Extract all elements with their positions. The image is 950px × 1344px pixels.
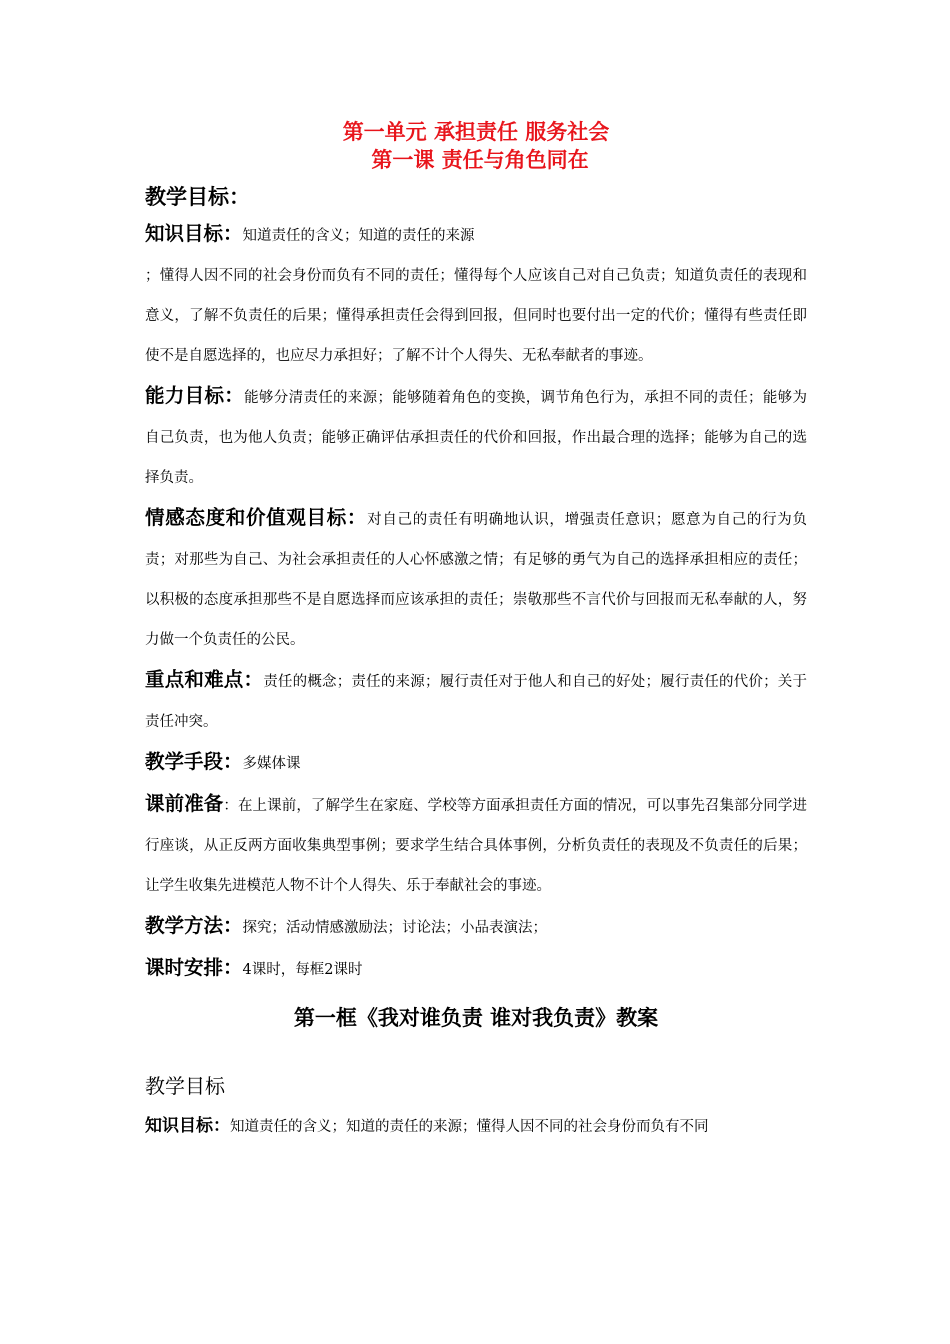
section-text: 4课时，每框2课时 [242, 962, 363, 978]
frame-title: 第一框《我对谁负责 谁对我负责》教案 [293, 1006, 659, 1030]
frame-objectives-heading: 教学目标 [145, 1074, 225, 1098]
section-text: 责任的概念；责任的来源；履行责任对于他人和自己的好处；履行责任的代价；关于责任冲突。 [145, 674, 807, 730]
section-label: 能力目标： [145, 384, 245, 407]
objectives-heading: 教学目标： [145, 185, 250, 209]
ability-objective [145, 376, 807, 498]
section-label: 知识目标： [145, 1116, 230, 1136]
preparation [145, 784, 807, 906]
teaching-means [145, 742, 807, 784]
section-label: 教学方法： [145, 914, 243, 937]
section-text: 知道责任的含义；知道的责任的来源 [242, 228, 475, 244]
section-text: 多媒体课 [242, 756, 301, 772]
schedule [145, 948, 807, 990]
section-text: 对自己的责任有明确地认识，增强责任意识；愿意为自己的行为负责；对那些为自己、为社会承担责任的人心怀感激之情；有足够的勇气为自己的选择承担相应的责任；以积极的态度承担那些不是自愿选择而应该承担的责任；崇敬那些不言代价与回报而无私奉献的人，努力做一个负责任的公民。 [145, 512, 807, 648]
section-text: ；懂得人因不同的社会身份而负有不同的责任；懂得每个人应该自己对自己负责；知道负责任的表现和意义，了解不负责任的后果；懂得承担责任会得到回报，但同时也要付出一定的代价；懂得有些责任即使不是自愿选择的，也应尽力承担好；了解不计个人得失、无私奉献者的事迹。 [145, 268, 807, 364]
unit-title: 第一单元 承担责任 服务社会 [342, 120, 610, 144]
section-label: 情感态度和价值观目标： [145, 506, 368, 529]
key-points [145, 660, 807, 742]
section-text: 探究；活动情感激励法；讨论法；小品表演法； [242, 920, 548, 936]
knowledge-objective-continued [145, 256, 807, 376]
section-label: 知识目标： [145, 222, 243, 245]
section-text: 知道责任的含义；知道的责任的来源；懂得人因不同的社会身份而负有不同 [230, 1119, 709, 1135]
section-label: 重点和难点： [145, 668, 264, 691]
lesson-title: 第一课 责任与角色同在 [371, 148, 589, 172]
frame-knowledge-objective [145, 1106, 807, 1147]
document-page [145, 118, 807, 1147]
knowledge-objective [145, 214, 807, 256]
section-label: 课前准备 [145, 792, 224, 815]
teaching-methods [145, 906, 807, 948]
section-label: 教学手段： [145, 750, 243, 773]
section-text: ：在上课前，了解学生在家庭、学校等方面承担责任方面的情况，可以事先召集部分同学进行座谈，从正反两方面收集典型事例；要求学生结合具体事例，分析负责任的表现及不负责任的后果；让学生收集先进模范人物不计个人得失、乐于奉献社会的事迹。 [145, 798, 807, 894]
section-text: 能够分清责任的来源；能够随着角色的变换，调节角色行为，承担不同的责任；能够为自己负责，也为他人负责；能够正确评估承担责任的代价和回报，作出最合理的选择；能够为自己的选择负责。 [145, 390, 807, 486]
section-label: 课时安排： [145, 956, 243, 979]
emotion-objective [145, 498, 807, 660]
